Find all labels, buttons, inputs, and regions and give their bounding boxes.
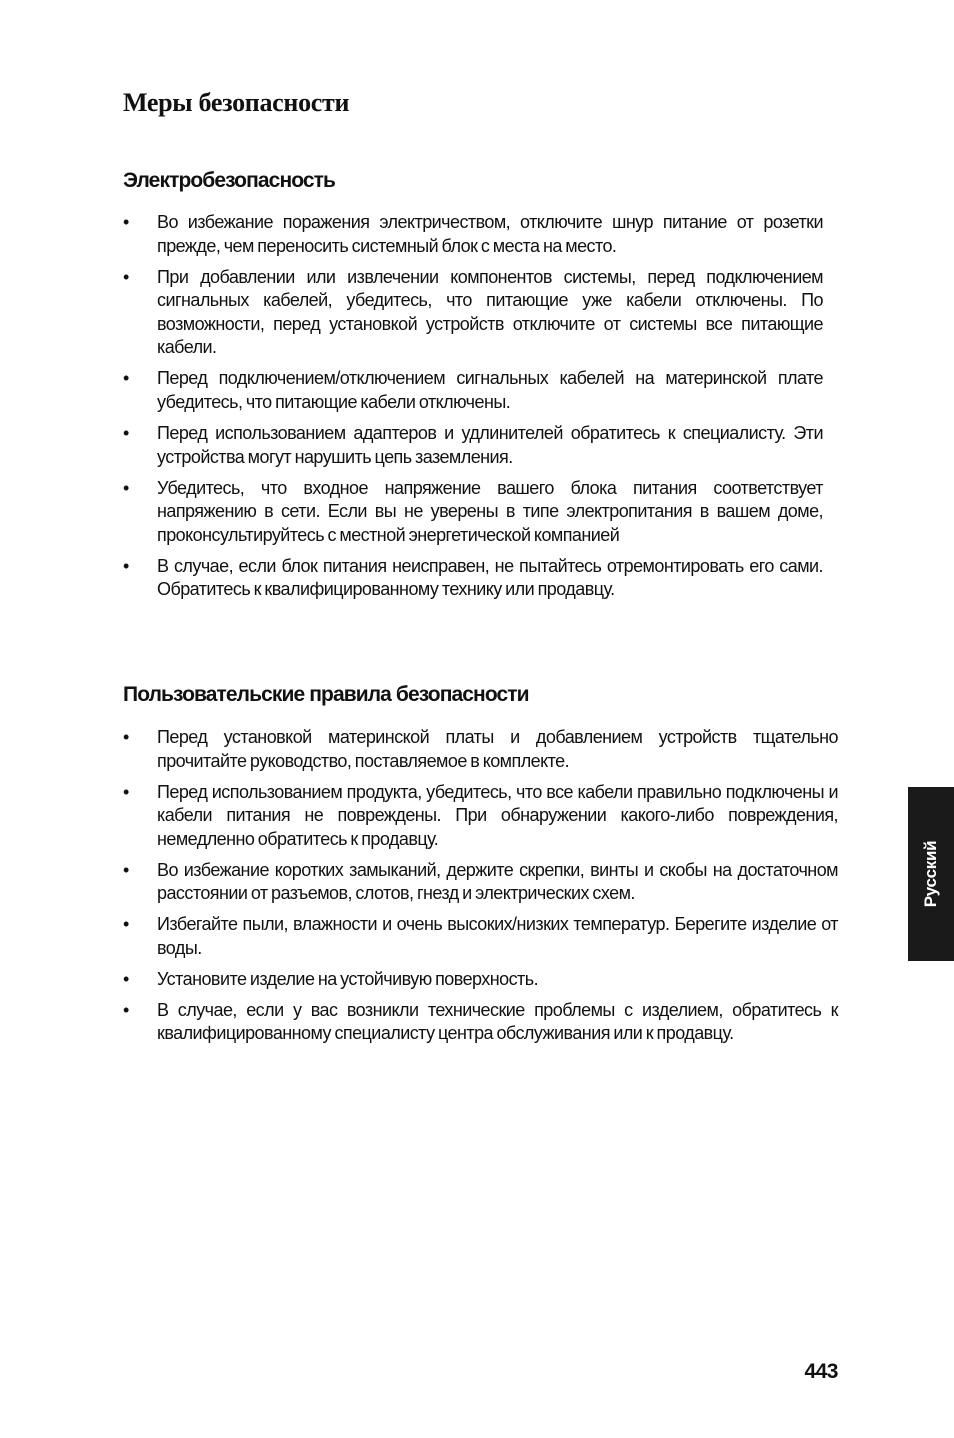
- list-item: [123, 781, 838, 852]
- list-item-text: Убедитесь, что входное напряжение вашего блока питания соответствует напряжению в сети. Если вы не уверены в типе электропитания в вашем доме, проконсультируйтесь с местной энергетической компанией: [157, 477, 823, 545]
- bullet-icon: •: [123, 555, 129, 576]
- bullet-icon: •: [123, 266, 129, 287]
- list-item: [123, 968, 838, 992]
- list-item-text: В случае, если блок питания неисправен, не пытайтесь отремонтировать его сами. Обратитесь к квалифицированному технику или продавцу.: [157, 555, 823, 600]
- bullet-icon: •: [123, 999, 129, 1020]
- user-safety-list: [123, 726, 838, 1053]
- bullet-icon: •: [123, 914, 129, 935]
- bullet-icon: •: [123, 212, 129, 232]
- list-item-text: Перед установкой материнской платы и добавлением устройств тщательно прочитайте руководство, поставляемое в комплекте.: [157, 727, 838, 771]
- list-item-text: Во избежание коротких замыканий, держите скрепки, винты и скобы на достаточном расстоянии от разъемов, слотов, гнезд и электрических схем.: [157, 859, 838, 904]
- list-item: [123, 726, 838, 773]
- list-item-text: Во избежание поражения электричеством, отключите шнур питание от розетки прежде, чем переносить системный блок с места на место.: [157, 212, 823, 256]
- bullet-icon: •: [123, 859, 129, 880]
- list-item-text: Установите изделие на устойчивую поверхность.: [157, 968, 539, 989]
- list-item: [123, 999, 838, 1046]
- list-item: [123, 422, 823, 469]
- language-tab-label: Русский: [921, 840, 940, 908]
- list-item: [123, 367, 823, 414]
- list-item: [123, 211, 823, 258]
- bullet-icon: •: [123, 422, 129, 443]
- list-item: [123, 555, 823, 602]
- bullet-icon: •: [123, 727, 129, 747]
- electrical-safety-list: [123, 211, 823, 609]
- section-heading-user-safety: Пользовательские правила безопасности: [123, 683, 529, 706]
- bullet-icon: •: [123, 368, 129, 389]
- list-item-text: При добавлении или извлечении компонентов системы, перед подключением сигнальных кабелей, убедитесь, что питающие уже кабели отключены. По возможности, перед установкой устройств отключите от системы все питающие кабели.: [157, 266, 823, 358]
- list-item-text: Перед использованием адаптеров и удлинителей обратитесь к специалисту. Эти устройства могут нарушить цепь заземления.: [157, 422, 823, 467]
- bullet-icon: •: [123, 968, 129, 989]
- list-item-text: Перед использованием продукта, убедитесь, что все кабели правильно подключены и кабели питания не повреждены. При обнаружении какого-либо повреждения, немедленно обратитесь к продавцу.: [157, 781, 838, 849]
- list-item: [123, 266, 823, 360]
- list-item: [123, 859, 838, 906]
- list-item-text: Перед подключением/отключением сигнальных кабелей на материнской плате убедитесь, что питающие кабели отключены.: [157, 368, 823, 412]
- bullet-icon: •: [123, 477, 129, 498]
- list-item: [123, 913, 838, 960]
- language-side-tab: [908, 787, 954, 961]
- section-heading-electrical-safety: Электробезопасность: [123, 169, 336, 192]
- list-item-text: Избегайте пыли, влажности и очень высоких/низких температур. Берегите изделие от воды.: [157, 914, 838, 958]
- list-item: [123, 477, 823, 548]
- page-title: Меры безопасности: [123, 88, 350, 117]
- bullet-icon: •: [123, 781, 129, 802]
- list-item-text: В случае, если у вас возникли технические проблемы с изделием, обратитесь к квалифицированному специалисту центра обслуживания или к продавцу.: [157, 999, 838, 1044]
- page-number: 443: [804, 1360, 838, 1383]
